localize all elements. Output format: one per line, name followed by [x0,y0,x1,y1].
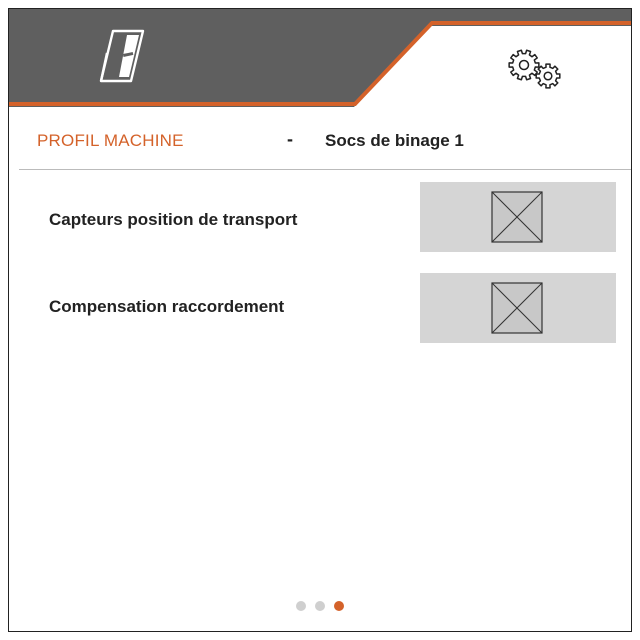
title-row [9,125,632,157]
coupling-compensation-checkbox-button[interactable] [420,273,616,343]
divider [19,169,631,170]
transport-sensors-checkbox-button[interactable] [420,182,616,252]
parameter-label: Compensation raccordement [49,297,285,316]
tab-settings[interactable] [359,9,632,107]
unchecked-checkbox-icon [491,191,543,243]
tab-machine[interactable] [9,9,359,107]
page-dot[interactable] [296,601,306,611]
parameter-row-transport-sensors [9,182,632,254]
page-indicator [296,600,356,614]
page-dot[interactable] [315,601,325,611]
unchecked-checkbox-icon [491,282,543,334]
machine-profile-name: Socs de binage 1 [325,131,464,150]
title-separator: - [287,129,293,149]
header-tab-bar [9,9,632,109]
machine-icon [93,27,149,85]
page-dot-active[interactable] [334,601,344,611]
page-title: PROFIL MACHINE [37,131,184,150]
parameter-row-coupling-compensation [9,273,632,345]
gears-icon [498,45,570,93]
screen [8,8,632,632]
parameter-label: Capteurs position de transport [49,210,298,229]
